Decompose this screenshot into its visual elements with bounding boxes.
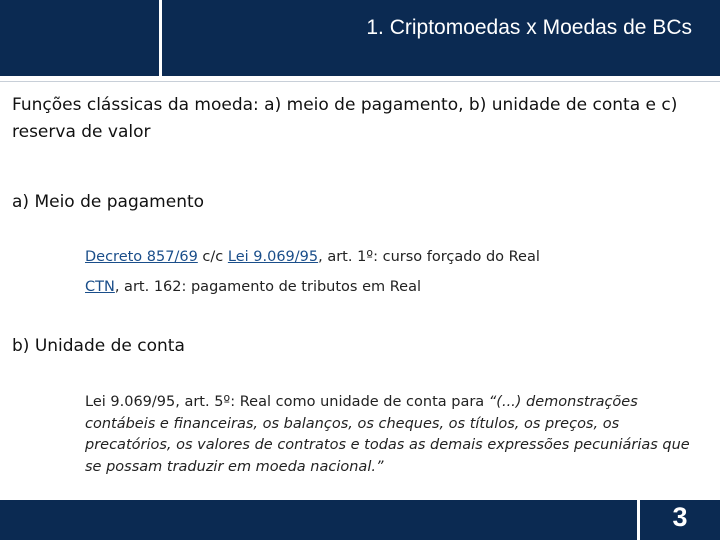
section-b-heading: b) Unidade de conta — [12, 336, 185, 356]
ctn-link[interactable]: CTN — [85, 279, 115, 295]
item-1-text: , art. 1º: curso forçado do Real — [318, 249, 540, 265]
item-2-text: , art. 162: pagamento de tributos em Real — [114, 279, 422, 295]
lei-link[interactable]: Lei 9.069/95 — [227, 249, 319, 265]
header-rule — [0, 76, 720, 82]
section-a-item-1 — [85, 249, 540, 265]
section-a-heading: a) Meio de pagamento — [12, 192, 205, 212]
decreto-link[interactable]: Decreto 857/69 — [85, 249, 198, 265]
quote-italic: “(...) demonstrações contábeis e financeiras, os balanços, os cheques, os títulos, os preços, os precatórios, os valores de contratos e todas as demais expressões pecuniárias que se possam traduzir em moeda nacional.” — [85, 394, 690, 475]
page-number: 3 — [672, 502, 688, 532]
slide-footer — [0, 500, 720, 540]
item-1-connector: c/c — [197, 249, 228, 265]
slide-title: 1. Criptomoedas x Moedas de BCs — [366, 16, 692, 39]
section-b-quote — [85, 392, 705, 478]
header-divider — [159, 0, 162, 76]
section-a-item-2 — [85, 279, 421, 295]
quote-prefix: Lei 9.069/95, art. 5º: Real como unidade de conta para — [85, 394, 489, 410]
intro-paragraph: Funções clássicas da moeda: a) meio de pagamento, b) unidade de conta e c) reserva de valor — [12, 95, 678, 142]
